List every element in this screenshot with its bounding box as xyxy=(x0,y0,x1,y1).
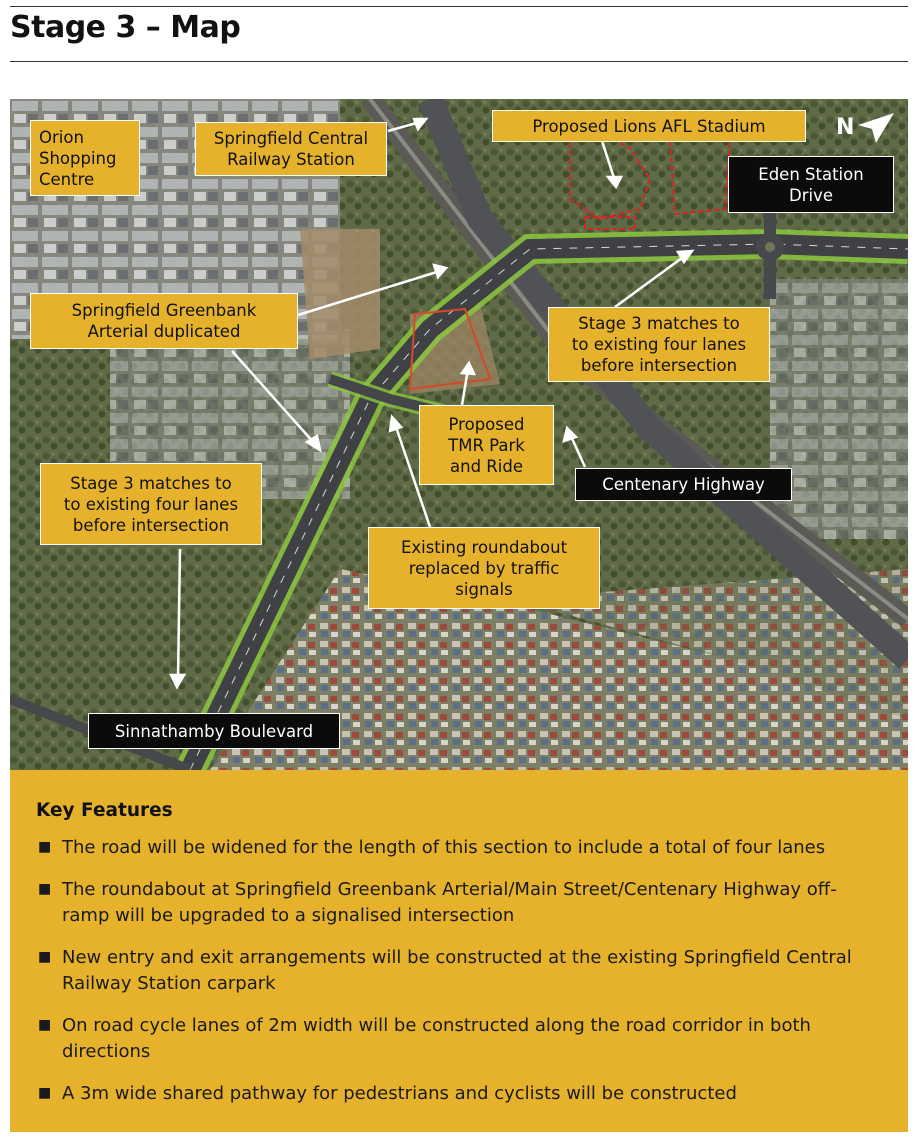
orion-label: Orion Shopping Centre xyxy=(30,120,140,196)
list-item xyxy=(36,1013,882,1065)
top-rule xyxy=(10,6,908,7)
key-features-heading: Key Features xyxy=(36,800,173,821)
afl-stadium-label: Proposed Lions AFL Stadium xyxy=(492,110,806,142)
bullet-icon: ■ xyxy=(38,1017,52,1033)
bullet-icon: ■ xyxy=(38,881,52,897)
title-rule xyxy=(10,61,908,62)
centenary-highway-label: Centenary Highway xyxy=(575,468,792,501)
north-arrow xyxy=(832,111,898,145)
list-item xyxy=(36,877,882,929)
feature-text: A 3m wide shared pathway for pedestrians and cyclists will be constructed xyxy=(62,1083,737,1104)
list-item xyxy=(36,1081,882,1107)
stage3-right-label: Stage 3 matches to to existing four lanes before intersection xyxy=(548,307,770,382)
bullet-icon: ■ xyxy=(38,839,52,855)
list-item xyxy=(36,945,882,997)
bullet-icon: ■ xyxy=(38,949,52,965)
railway-station-label: Springfield Central Railway Station xyxy=(195,122,387,176)
aerial-map[interactable] xyxy=(10,99,908,770)
tmr-park-ride-label: Proposed TMR Park and Ride xyxy=(419,405,554,485)
eden-station-drive-label: Eden Station Drive xyxy=(728,156,894,213)
key-features-list xyxy=(36,835,882,1107)
feature-text: The roundabout at Springfield Greenbank Arterial/Main Street/Centenary Highway off-ramp will be upgraded to a signalised intersection xyxy=(62,879,837,926)
bullet-icon: ■ xyxy=(38,1085,52,1101)
list-item xyxy=(36,835,882,861)
north-label: N xyxy=(836,115,855,140)
roundabout-label: Existing roundabout replaced by traffic signals xyxy=(368,527,600,609)
sinnathamby-boulevard-label: Sinnathamby Boulevard xyxy=(88,713,340,749)
feature-text: New entry and exit arrangements will be constructed at the existing Springfield Central Railway Station carpark xyxy=(62,947,852,994)
feature-text: The road will be widened for the length of this section to include a total of four lanes xyxy=(62,837,826,858)
page-title: Stage 3 – Map xyxy=(10,10,241,45)
key-features-panel xyxy=(10,770,908,1132)
feature-text: On road cycle lanes of 2m width will be constructed along the road corridor in both directions xyxy=(62,1015,811,1062)
stage3-left-label: Stage 3 matches to to existing four lanes before intersection xyxy=(40,463,262,545)
arterial-duplicated-label: Springfield Greenbank Arterial duplicated xyxy=(30,293,298,349)
